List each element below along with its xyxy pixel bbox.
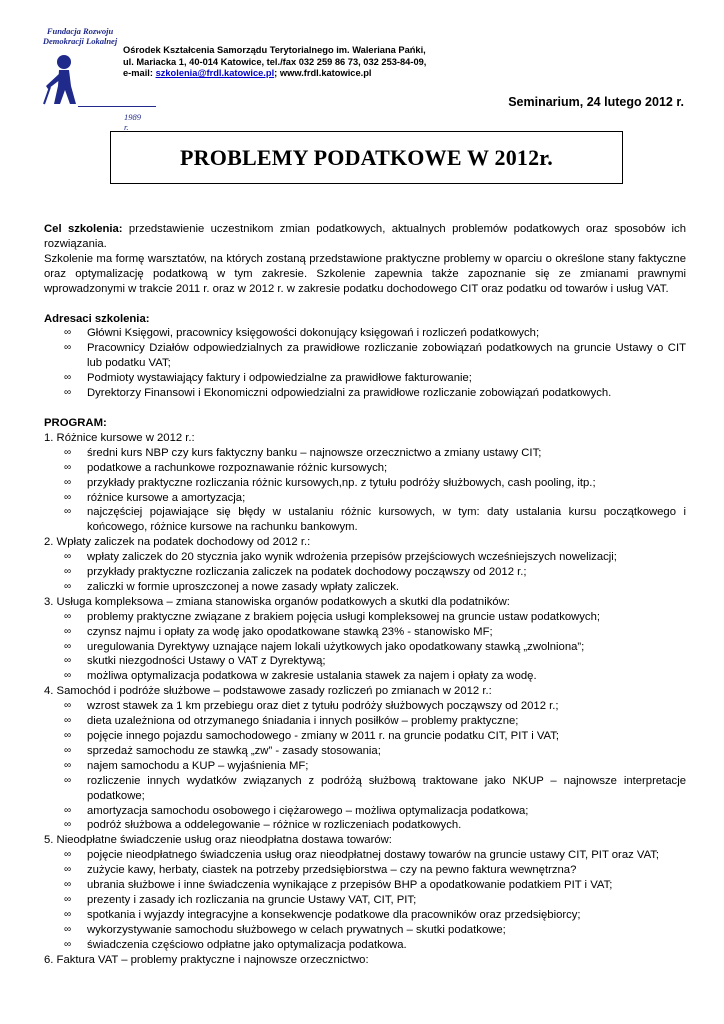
org-address: ul. Mariacka 1, 40-014 Katowice, tel./fax 032 259 86 73, 032 253-84-09, xyxy=(123,56,427,67)
list-item xyxy=(44,640,686,655)
bullet-icon: ∞ xyxy=(64,640,72,652)
seminar-date: Seminarium, 24 lutego 2012 r. xyxy=(508,95,684,109)
bullet-icon: ∞ xyxy=(64,461,72,473)
list-item xyxy=(44,505,686,535)
list-item xyxy=(44,669,686,684)
bullet-icon: ∞ xyxy=(64,625,72,637)
program-section xyxy=(44,431,686,535)
list-item xyxy=(44,386,686,401)
bullet-icon: ∞ xyxy=(64,610,72,622)
list-item-text: różnice kursowe a amortyzacja; xyxy=(87,491,246,504)
list-item xyxy=(44,550,686,565)
bullet-icon: ∞ xyxy=(64,342,72,354)
list-item-text: najczęściej pojawiające się błędy w ustalaniu różnic kursowych, w tym: daty ustalania kursu początkowego i końcowego, różnice kursowe na rachunku bankowym. xyxy=(87,506,686,534)
list-item-text: uregulowania Dyrektywy uznające najem lokali użytkowych jako opodatkowany stawką „zwolniona”; xyxy=(87,640,585,653)
program-section-items xyxy=(44,848,686,952)
program-section-heading: 6. Faktura VAT – problemy praktyczne i najnowsze orzecznictwo: xyxy=(44,953,369,966)
list-item xyxy=(44,625,686,640)
list-item-text: wzrost stawek za 1 km przebiegu oraz diet z tytułu podróży służbowych począwszy od 2012 r.; xyxy=(87,700,559,713)
list-item-text: średni kurs NBP czy kurs faktyczny banku – najnowsze orzecznictwo a zmiany ustawy CIT; xyxy=(87,446,542,459)
list-item-text: możliwa optymalizacja podatkowa w zakresie ustalania stawek za najem i opłaty za wodę. xyxy=(87,670,537,683)
bullet-icon: ∞ xyxy=(64,551,72,563)
list-item-text: przykłady praktyczne rozliczania różnic kursowych,np. z tytułu podróży służbowych, cash pooling, itp.; xyxy=(87,476,596,489)
bullet-icon: ∞ xyxy=(64,580,72,592)
list-item-text: pojęcie nieodpłatnego świadczenia usług oraz nieodpłatnej dostawy towarów na gruncie ustawy CIT, PIT oraz VAT; xyxy=(87,849,660,862)
list-item xyxy=(44,580,686,595)
program-section-items xyxy=(44,699,686,833)
list-item xyxy=(44,491,686,506)
list-item xyxy=(44,714,686,729)
program-section xyxy=(44,833,686,952)
bullet-icon: ∞ xyxy=(64,491,72,503)
list-item-text: sprzedaż samochodu ze stawką „zw” - zasady stosowania; xyxy=(87,744,381,757)
bullet-icon: ∞ xyxy=(64,774,72,786)
list-item xyxy=(44,744,686,759)
list-item-text: problemy praktyczne związane z brakiem pojęcia usługi kompleksowej na gruncie ustaw podatkowych; xyxy=(87,610,601,623)
list-item-text: najem samochodu a KUP – wyjaśnienia MF; xyxy=(87,759,309,772)
list-item-text: wpłaty zaliczek do 20 stycznia jako wynik wdrożenia przepisów przejściowych wcześniejszych nowelizacji; xyxy=(87,551,617,564)
logo-line-1: Fundacja Rozwoju xyxy=(46,26,114,36)
list-item xyxy=(44,804,686,819)
list-item xyxy=(44,476,686,491)
bullet-icon: ∞ xyxy=(64,923,72,935)
program-section xyxy=(44,684,686,833)
program-section-items xyxy=(44,446,686,535)
list-item xyxy=(44,610,686,625)
list-item-text: świadczenia częściowo odpłatne jako optymalizacja podatkowa. xyxy=(87,938,407,951)
list-item xyxy=(44,729,686,744)
list-item-text: czynsz najmu i opłaty za wodę jako opodatkowane stawką 23% - stanowisko MF; xyxy=(87,625,493,638)
program-section-items xyxy=(44,550,686,595)
list-item-text: prezenty i zasady ich rozliczania na gruncie Ustawy VAT, CIT, PIT; xyxy=(87,893,417,906)
logo-line-2: Demokracji Lokalnej xyxy=(42,36,118,46)
list-item xyxy=(44,371,686,386)
logo-year: 1989 r. xyxy=(124,112,141,132)
bullet-icon: ∞ xyxy=(64,327,72,339)
goal-text: przedstawienie uczestnikom zmian podatkowych, aktualnych problemów podatkowych oraz sposobów ich rozwiązania. xyxy=(44,223,686,250)
list-item-text: skutki niezgodności Ustawy o VAT z Dyrektywą; xyxy=(87,655,326,668)
list-item-text: przykłady praktyczne rozliczania zaliczek na podatek dochodowy począwszy od 2012 r.; xyxy=(87,566,527,579)
bullet-icon: ∞ xyxy=(64,700,72,712)
list-item xyxy=(44,774,686,804)
list-item xyxy=(44,699,686,714)
bullet-icon: ∞ xyxy=(64,864,72,876)
list-item xyxy=(44,446,686,461)
bullet-icon: ∞ xyxy=(64,372,72,384)
bullet-icon: ∞ xyxy=(64,759,72,771)
list-item xyxy=(44,893,686,908)
program-section-heading: 1. Różnice kursowe w 2012 r.: xyxy=(44,431,195,444)
audience-list xyxy=(44,326,686,401)
bullet-icon: ∞ xyxy=(64,893,72,905)
goal-paragraph xyxy=(44,222,686,252)
list-item-text: amortyzacja samochodu osobowego i ciężarowego – możliwa optymalizacja podatkowa; xyxy=(87,804,529,817)
bullet-icon: ∞ xyxy=(64,387,72,399)
email-link[interactable]: szkolenia@frdl.katowice.pl xyxy=(155,68,275,78)
list-item-text: pojęcie innego pojazdu samochodowego - zmiany w 2011 r. na gruncie podatku CIT, PIT i VAT; xyxy=(87,730,560,742)
list-item-text: podatkowe a rachunkowe rozpoznawanie różnic kursowych; xyxy=(87,461,388,474)
list-item-text: Dyrektorzy Finansowi i Ekonomiczni odpowiedzialni za prawidłowe rozliczanie zobowiązań podatkowych. xyxy=(87,387,612,400)
list-item-text: Pracownicy Działów odpowiedzialnych za prawidłowe rozliczanie zobowiązań podatkowych na gruncie Ustawy o CIT lub podatku VAT; xyxy=(87,342,686,370)
list-item xyxy=(44,848,686,863)
list-item-text: Podmioty wystawiający faktury i odpowiedzialne za prawidłowe fakturowanie; xyxy=(87,372,472,385)
bullet-icon: ∞ xyxy=(64,715,72,727)
bullet-icon: ∞ xyxy=(64,670,72,682)
org-name: Ośrodek Kształcenia Samorządu Terytorialnego im. Waleriana Pańki, xyxy=(123,45,426,55)
program-section-heading: 3. Usługa kompleksowa – zmiana stanowiska organów podatkowych a skutki dla podatników: xyxy=(44,595,510,608)
bullet-icon: ∞ xyxy=(64,476,72,488)
bullet-icon: ∞ xyxy=(64,804,72,816)
audience-heading: Adresaci szkolenia: xyxy=(44,312,150,325)
list-item xyxy=(44,908,686,923)
bullet-icon: ∞ xyxy=(64,730,72,741)
person-figure-icon xyxy=(42,46,82,108)
list-item-text: zaliczki w formie uproszczonej a nowe zasady wpłaty zaliczek. xyxy=(87,580,400,593)
goal-label: Cel szkolenia: xyxy=(44,223,123,235)
program-section xyxy=(44,953,686,968)
program-list xyxy=(44,431,686,968)
list-item-text: spotkania i wyjazdy integracyjne a konsekwencje podatkowe dla pracowników oraz przedsiębiorcy; xyxy=(87,908,581,921)
list-item-text: podróż służbowa a oddelegowanie – różnice w rozliczeniach podatkowych. xyxy=(87,819,462,832)
bullet-icon: ∞ xyxy=(64,819,72,831)
bullet-icon: ∞ xyxy=(64,506,72,518)
list-item xyxy=(44,938,686,953)
list-item-text: rozliczenie innych wydatków związanych z podróżą służbową traktowane jako NKUP – najnowsze interpretacje podatkowe; xyxy=(87,774,686,802)
list-item xyxy=(44,818,686,833)
bullet-icon: ∞ xyxy=(64,566,72,578)
program-section-heading: 5. Nieodpłatne świadczenie usług oraz nieodpłatna dostawa towarów: xyxy=(44,834,392,847)
foundation-logo xyxy=(38,26,141,132)
bullet-icon: ∞ xyxy=(64,655,72,667)
bullet-icon: ∞ xyxy=(64,849,72,861)
logo-rule xyxy=(78,106,156,107)
list-item xyxy=(44,326,686,341)
list-item xyxy=(44,654,686,669)
title-box xyxy=(110,131,623,184)
organization-header xyxy=(123,45,426,80)
list-item xyxy=(44,341,686,371)
page-title: PROBLEMY PODATKOWE W 2012r. xyxy=(180,144,553,170)
list-item-text: Główni Księgowi, pracownicy księgowości dokonujący księgowań i rozliczeń podatkowych; xyxy=(87,327,540,340)
program-section xyxy=(44,535,686,595)
list-item xyxy=(44,863,686,878)
format-paragraph: Szkolenie ma formę warsztatów, na których zostaną przedstawione praktyczne problemy w oparciu o określone stany faktyczne oraz optymalizację podatkową w tym zakresie. Szkolenie zapewnia także zapoznanie się ze zmianami prawnymi wprowadzonymi w trakcie 2011 r. oraz w 2012 r. w zakresie podatku dochodowego CIT oraz podatku od towarów i usług VAT. xyxy=(44,252,686,295)
bullet-icon: ∞ xyxy=(64,908,72,920)
bullet-icon: ∞ xyxy=(64,446,72,458)
list-item xyxy=(44,878,686,893)
bullet-icon: ∞ xyxy=(64,744,72,756)
program-section-heading: 2. Wpłaty zaliczek na podatek dochodowy od 2012 r.: xyxy=(44,536,311,549)
org-contact: e-mail: szkolenia@frdl.katowice.pl; www.frdl.katowice.pl xyxy=(123,68,372,78)
program-section xyxy=(44,595,686,684)
program-heading: PROGRAM: xyxy=(44,416,107,429)
list-item xyxy=(44,461,686,476)
program-section-items xyxy=(44,610,686,685)
bullet-icon: ∞ xyxy=(64,938,72,950)
document-body xyxy=(44,222,686,968)
list-item-text: zużycie kawy, herbaty, ciastek na potrzeby przedsiębiorstwa – czy na pewno faktura wewnętrzna? xyxy=(87,864,577,877)
bullet-icon: ∞ xyxy=(64,879,72,891)
list-item xyxy=(44,759,686,774)
list-item-text: wykorzystywanie samochodu służbowego w celach prywatnych – skutki podatkowe; xyxy=(87,923,506,936)
program-section-heading: 4. Samochód i podróże służbowe – podstawowe zasady rozliczeń po zmianach w 2012 r.: xyxy=(44,685,492,698)
list-item-text: dieta uzależniona od otrzymanego śniadania i innych posiłków – problemy praktyczne; xyxy=(87,715,519,728)
list-item xyxy=(44,565,686,580)
list-item xyxy=(44,923,686,938)
list-item-text: ubrania służbowe i inne świadczenia wynikające z przepisów BHP a opodatkowanie podatkiem PIT i VAT; xyxy=(87,879,613,892)
